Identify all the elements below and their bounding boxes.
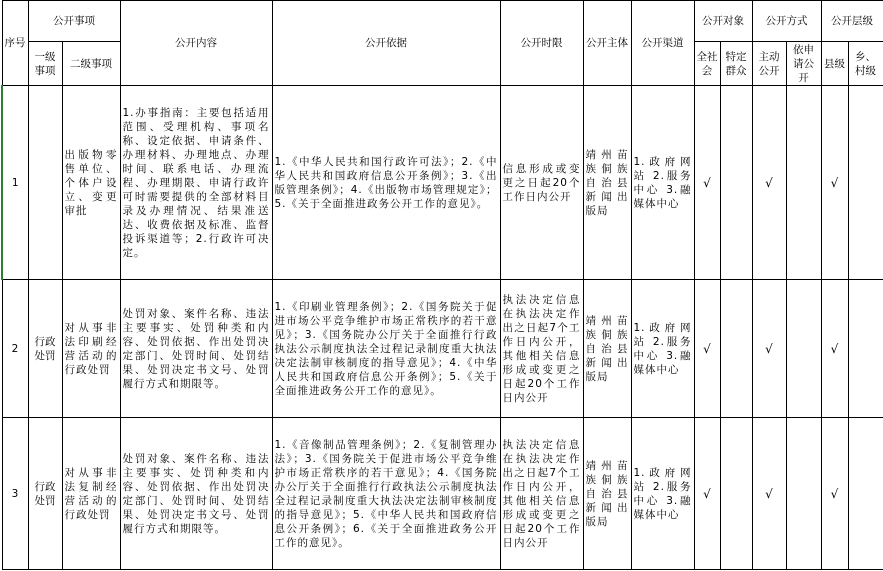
row-subject xyxy=(583,280,631,418)
row-index: 1 xyxy=(2,86,28,280)
row-channel-text: 1.政府网站 2.服务中心 3.融媒体中心 xyxy=(633,321,692,376)
header-row-top xyxy=(2,1,883,42)
row-content xyxy=(120,418,272,570)
row-content-text: 处罚对象、案件名称、违法主要事实、处罚种类和内容、处罚依据、作出处罚决定部门、处罚时间、处罚结果、处罚决定书文号、处罚履行方式和期限等。 xyxy=(122,452,270,535)
row-level-county-check: √ xyxy=(821,280,848,418)
row-target-specific-check xyxy=(720,86,752,280)
header-subject: 公开主体 xyxy=(583,1,631,86)
header-level1: 一级事项 xyxy=(28,42,62,86)
row-subject-text: 靖州苗族侗族自治县新闻出版局 xyxy=(585,148,629,217)
table-row xyxy=(2,418,883,570)
header-mode-request: 依申请公开 xyxy=(786,42,821,86)
row-channel xyxy=(631,280,694,418)
header-index: 序号 xyxy=(2,1,28,86)
row-channel-text: 1.政府网站 2.服务中心 3.融媒体中心 xyxy=(633,155,692,210)
row-index: 3 xyxy=(2,418,28,570)
row-level2 xyxy=(62,280,120,418)
row-content-text: 1.办事指南：主要包括适用范围、受理机构、事项名称、设定依据、申请条件、办理材料、办理地点、办理时间、联系电话、办理流程、办理期限、申请行政许可时需要提供的全部材料目录及办理情况、结果准送达、收费依据及标准、监督投诉渠道等；2.行政许可决定。 xyxy=(122,106,270,259)
row-target-specific-check xyxy=(720,418,752,570)
header-level: 公开层级 xyxy=(821,1,883,42)
row-time xyxy=(500,280,583,418)
header-mode-active: 主动公开 xyxy=(752,42,786,86)
row-subject xyxy=(583,418,631,570)
row-level1: 行政处罚 xyxy=(28,418,62,570)
header-level-town: 乡、村级 xyxy=(848,42,883,86)
row-channel-text: 1.政府网站 2.服务中心 3.融媒体中心 xyxy=(633,466,692,521)
row-level2-text: 对从事非法印刷经营活动的行政处罚 xyxy=(64,321,118,376)
row-channel xyxy=(631,86,694,280)
disclosure-table xyxy=(1,0,883,570)
row-time-text: 执法决定信息在执法决定作出之日起7个工作日内公开，其他相关信息形成或变更之日起20个工作日内公开 xyxy=(502,438,581,549)
row-mode-active-check: √ xyxy=(752,280,786,418)
row-level-county-check: √ xyxy=(821,86,848,280)
row-time xyxy=(500,86,583,280)
row-channel xyxy=(631,418,694,570)
table-row xyxy=(2,280,883,418)
header-target: 公开对象 xyxy=(694,1,752,42)
row-time xyxy=(500,418,583,570)
row-basis-text: 1.《音像制品管理条例》；2.《复制管理办法》；3.《国务院关于促进市场公平竞争维护市场正常秩序的若干意见》；4.《国务院办公厅关于全面推行行政执法公示制度执法全过程记录制度重大执法决定法制审核制度的指导意见》；5.《中华人民共和国政府信息公开条例》；6.《关于全面推进政务公开工作的意见》。 xyxy=(274,438,498,549)
row-target-all-check: √ xyxy=(694,280,720,418)
row-level2-text: 对从事非法复制经营活动的行政处罚 xyxy=(64,466,118,521)
row-level1 xyxy=(28,86,62,280)
table-row xyxy=(2,86,883,280)
header-mode: 公开方式 xyxy=(752,1,821,42)
row-level-town-check xyxy=(848,280,883,418)
row-content xyxy=(120,86,272,280)
row-content xyxy=(120,280,272,418)
row-time-text: 信息形成或变更之日起20个工作日内公开 xyxy=(502,162,581,203)
row-subject-text: 靖州苗族侗族自治县新闻出版局 xyxy=(585,459,629,528)
row-basis-text: 1.《印刷业管理条例》；2.《国务院关于促进市场公平竞争维护市场正常秩序的若干意见》；3.《国务院办公厅关于全面推行行政执法公示制度执法全过程记录制度重大执法决定法制审核制度的指导意见》；4.《中华人民共和国政府信息公开条例》；5.《关于全面推进政务公开工作的意见》。 xyxy=(274,300,498,397)
row-mode-request-check xyxy=(786,280,821,418)
row-mode-active-check: √ xyxy=(752,86,786,280)
row-basis-text: 1.《中华人民共和国行政许可法》；2.《中华人民共和国政府信息公开条例》；3.《出版管理条例》；4.《出版物市场管理规定》；5.《关于全面推进政务公开工作的意见》。 xyxy=(274,155,498,210)
row-basis xyxy=(272,280,500,418)
row-target-all-check: √ xyxy=(694,418,720,570)
header-level2: 二级事项 xyxy=(62,42,120,86)
row-level-town-check xyxy=(848,418,883,570)
row-basis xyxy=(272,418,500,570)
header-target-specific: 特定群众 xyxy=(720,42,752,86)
row-level1: 行政处罚 xyxy=(28,280,62,418)
header-time: 公开时限 xyxy=(500,1,583,86)
row-mode-request-check xyxy=(786,86,821,280)
row-content-text: 处罚对象、案件名称、违法主要事实、处罚种类和内容、处罚依据、作出处罚决定部门、处罚时间、处罚结果、处罚决定书文号、处罚履行方式和期限等。 xyxy=(122,307,270,390)
row-mode-request-check xyxy=(786,418,821,570)
header-matter: 公开事项 xyxy=(28,1,120,42)
row-level-county-check: √ xyxy=(821,418,848,570)
header-target-all: 全社会 xyxy=(694,42,720,86)
row-level2 xyxy=(62,418,120,570)
row-basis xyxy=(272,86,500,280)
row-target-all-check: √ xyxy=(694,86,720,280)
row-level-town-check xyxy=(848,86,883,280)
row-subject-text: 靖州苗族侗族自治县新闻出版局 xyxy=(585,314,629,383)
row-subject xyxy=(583,86,631,280)
header-channel: 公开渠道 xyxy=(631,1,694,86)
row-time-text: 执法决定信息在执法决定作出之日起7个工作日内公开，其他相关信息形成或变更之日起20个工作日内公开 xyxy=(502,293,581,404)
header-basis: 公开依据 xyxy=(272,1,500,86)
header-level-county: 县级 xyxy=(821,42,848,86)
row-level2-text: 出版物零售单位、个体户设立、变更审批 xyxy=(64,148,118,217)
row-mode-active-check: √ xyxy=(752,418,786,570)
row-index: 2 xyxy=(2,280,28,418)
row-target-specific-check xyxy=(720,280,752,418)
row-level2 xyxy=(62,86,120,280)
header-content: 公开内容 xyxy=(120,1,272,86)
